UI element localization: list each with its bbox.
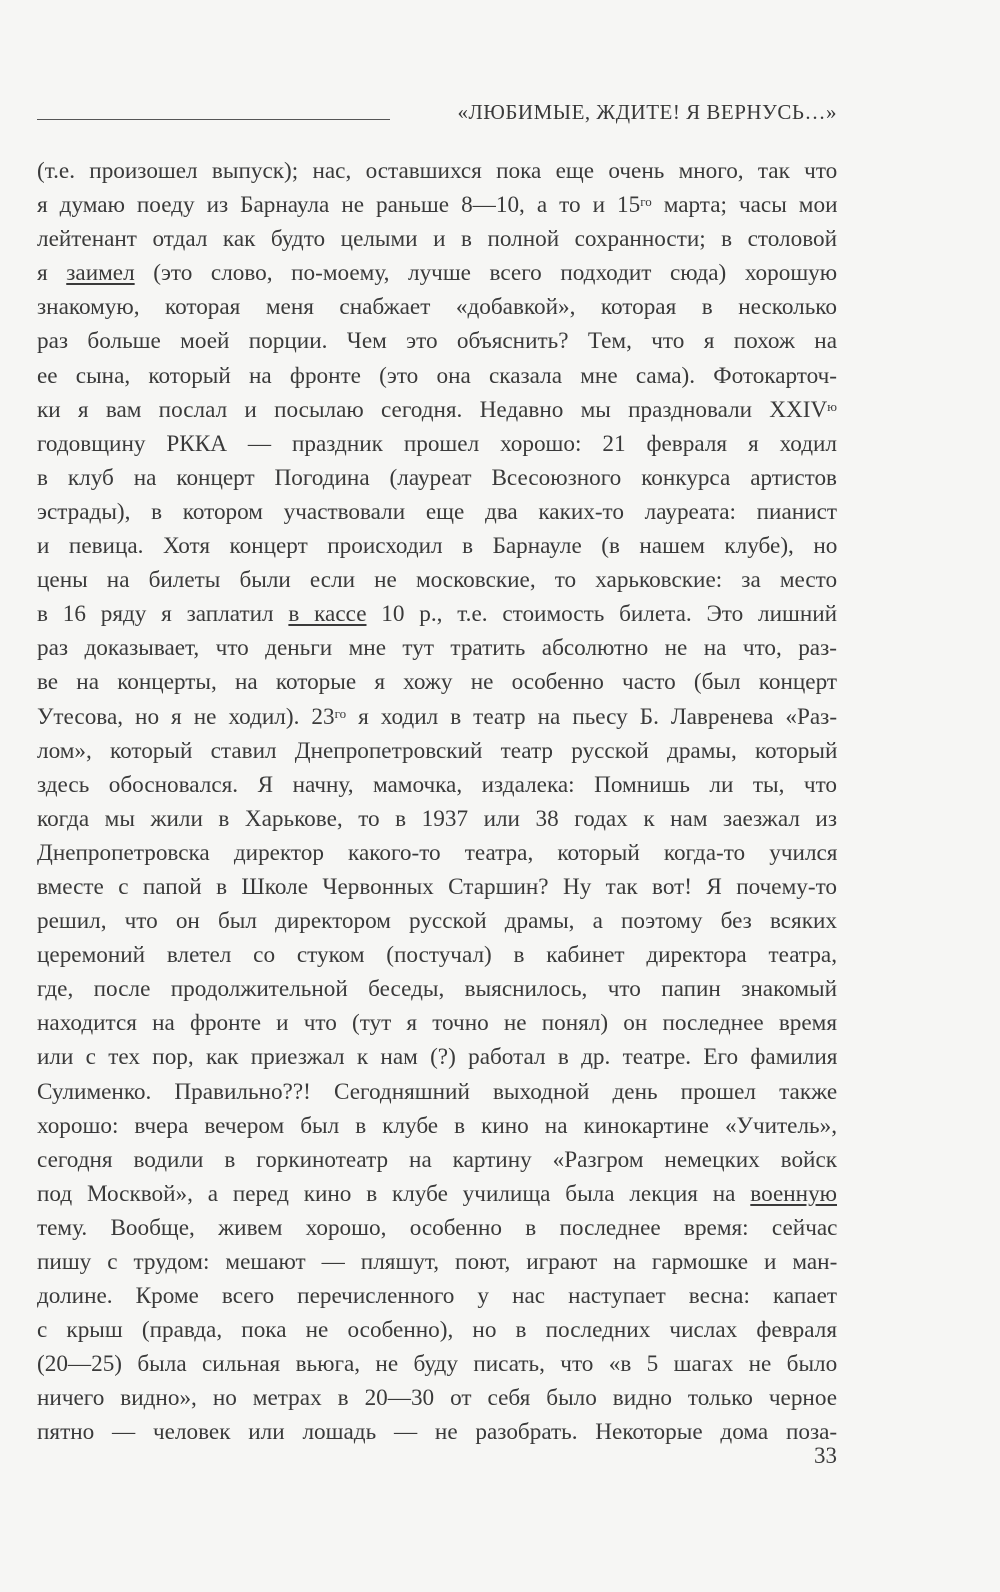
text-line: хорошо: вчера вечером был в клубе в кино на кинокартине «Учитель»,	[37, 1112, 837, 1139]
text-line: церемоний влетел со стуком (постучал) в кабинет директора театра,	[37, 942, 837, 969]
text-line: где, после продолжительной беседы, выяснилось, что папин знакомый	[37, 976, 837, 1003]
text-line: Днепропетровска директор какого-то театра, который когда-то учился	[37, 839, 838, 866]
underlined-word: заимел	[66, 260, 135, 287]
body-text	[37, 154, 837, 1450]
text-line: ее сына, который на фронте (это она сказала мне сама). Фотокарточ-	[37, 362, 837, 389]
text-line: ки я вам послал и посылаю сегодня. Недавно мы праздновали $XXIV^ю$	[37, 396, 837, 423]
text-line: годовщину РККА — праздник прошел хорошо: 21 февраля я ходил	[37, 430, 837, 457]
text-line: (20—25) была сильная вьюга, не буду писать, что «в 5 шагах не было	[37, 1351, 838, 1378]
page-number: 33	[814, 1443, 837, 1468]
text-line: или с тех пор, как приезжал к нам (?) работал в др. театре. Его фамилия	[37, 1044, 838, 1071]
underlined-word: в кассе	[288, 601, 367, 628]
text-line: лейтенант отдал как будто целыми и в полной сохранности; в столовой	[37, 226, 837, 253]
text-line: Утесова, но я не ходил). $23^{го}$ я ходил в театр на пьесу Б. Лавренева «Раз-	[37, 703, 838, 730]
text-line: под Москвой», а перед кино в клубе училища была лекция на военную	[37, 1180, 837, 1207]
text-line: в 16 ряду я заплатил в кассе 10 р., т.е. стоимость билета. Это лишний	[37, 601, 838, 628]
text-line: когда мы жили в Харькове, то в 1937 или 38 годах к нам заезжал из	[37, 805, 837, 832]
text-line: пятно — человек или лошадь — не разобрать. Некоторые дома поза-	[37, 1419, 838, 1446]
text-line: и певица. Хотя концерт происходил в Барнауле (в нашем клубе), но	[37, 533, 838, 560]
underlined-word: военную	[750, 1180, 837, 1207]
header-rule	[37, 119, 390, 120]
text-line: вместе с папой в Школе Червонных Старшин? Ну так вот! Я почему-то	[37, 873, 837, 900]
text-line: с крыш (правда, пока не особенно), но в последних числах февраля	[37, 1317, 837, 1344]
superscript: го	[640, 194, 652, 210]
header-title: «ЛЮБИМЫЕ, ЖДИТЕ! Я ВЕРНУСЬ…»	[457, 100, 837, 124]
text-line: цены на билеты были если не московские, то харьковские: за место	[37, 567, 838, 594]
text-line: я думаю поеду из Барнаула не раньше 8—10, а то и $15^{го}$ марта; часы мои	[37, 192, 838, 219]
text-line: (т.е. произошел выпуск); нас, оставшихся пока еще очень много, так что	[37, 158, 838, 184]
text-line: решил, что он был директором русской драмы, а поэтому без всяких	[37, 908, 837, 935]
running-header	[37, 100, 837, 130]
text-line: Сулименко. Правильно??! Сегодняшний выходной день прошел также	[37, 1078, 838, 1105]
superscript: го	[334, 705, 347, 721]
text-line: эстрады), в котором участвовали еще два каких-то лауреата: пианист	[37, 498, 837, 525]
text-line: лом», который ставил Днепропетровский театр русской драмы, который	[37, 737, 838, 764]
text-line: ве на концерты, на которые я хожу не особенно часто (был концерт	[37, 669, 837, 696]
text-line: в клуб на концерт Погодина (лауреат Всесоюзного конкурса артистов	[37, 464, 837, 491]
text-line: здесь обосновался. Я начну, мамочка, издалека: Помнишь ли ты, что	[37, 771, 837, 798]
text-line: пишу с трудом: мешают — пляшут, поют, играют на гармошке и ман-	[37, 1249, 838, 1275]
text-line: раз больше моей порции. Чем это объяснить? Тем, что я похож на	[37, 328, 837, 355]
text-line: находится на фронте и что (тут я точно не понял) он последнее время	[37, 1010, 837, 1037]
text-line: долине. Кроме всего перечисленного у нас наступает весна: капает	[37, 1283, 837, 1310]
text-line: раз доказывает, что деньги мне тут тратить абсолютно не на что, раз-	[37, 635, 837, 662]
text-line: сегодня водили в горкинотеатр на картину «Разгром немецких войск	[37, 1146, 838, 1173]
text-line: знакомую, которая меня снабжает «добавкой», которая в несколько	[37, 294, 837, 321]
text-line: ничего видно», но метрах в 20—30 от себя было видно только черное	[37, 1385, 837, 1412]
text-line: тему. Вообще, живем хорошо, особенно в последнее время: сейчас	[37, 1214, 838, 1241]
superscript: ю	[827, 398, 837, 414]
text-line: я заимел (это слово, по-моему, лучше всего подходит сюда) хорошую	[37, 260, 838, 287]
